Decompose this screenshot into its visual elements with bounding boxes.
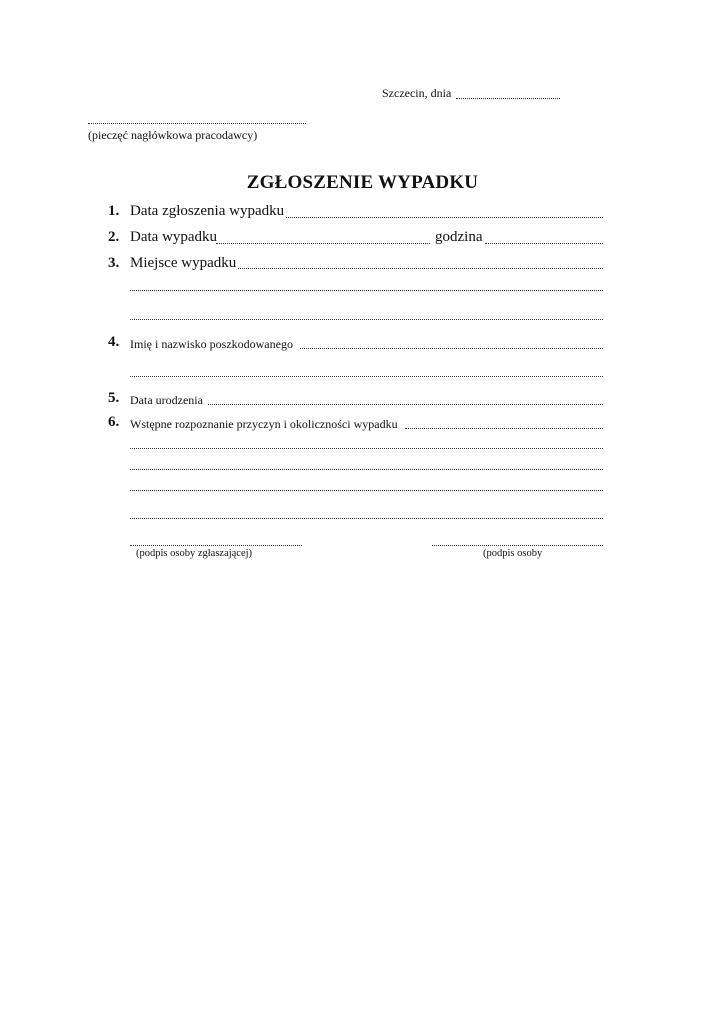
causes-field-line-2[interactable] bbox=[130, 448, 603, 449]
item-number-4: 4. bbox=[108, 334, 120, 350]
item-number-6: 6. bbox=[108, 414, 120, 430]
victim-name-field-line-2[interactable] bbox=[130, 376, 603, 377]
causes-field-line-4[interactable] bbox=[130, 490, 603, 491]
item-number-3: 3. bbox=[108, 255, 120, 271]
item-label-causes: Wstępne rozpoznanie przyczyn i okoliczności wypadku bbox=[130, 417, 398, 431]
stamp-caption: (pieczęć nagłówkowa pracodawcy) bbox=[88, 128, 258, 142]
item-number-5: 5. bbox=[108, 390, 120, 406]
item-label-accident-date: Data wypadku bbox=[130, 229, 218, 245]
item-number-1: 1. bbox=[108, 203, 120, 219]
accident-place-field-line-3[interactable] bbox=[130, 319, 603, 320]
accident-place-field[interactable] bbox=[238, 268, 603, 269]
signature-caption-right: (podpis osoby bbox=[483, 548, 543, 559]
causes-field[interactable] bbox=[405, 428, 603, 429]
birth-date-field[interactable] bbox=[208, 404, 603, 405]
stamp-line bbox=[88, 123, 306, 124]
item-label-report-date: Data zgłoszenia wypadku bbox=[130, 203, 285, 219]
signature-line-reporter[interactable] bbox=[130, 545, 302, 546]
causes-field-line-3[interactable] bbox=[130, 469, 603, 470]
signature-line-right[interactable] bbox=[432, 545, 603, 546]
item-label-birth-date: Data urodzenia bbox=[130, 393, 203, 407]
accident-hour-field[interactable] bbox=[485, 243, 603, 244]
item-label-victim-name: Imię i nazwisko poszkodowanego bbox=[130, 337, 293, 351]
victim-name-field[interactable] bbox=[300, 348, 603, 349]
report-date-field[interactable] bbox=[286, 217, 603, 218]
accident-date-field[interactable] bbox=[216, 243, 430, 244]
signature-caption-reporter: (podpis osoby zgłaszającej) bbox=[136, 548, 253, 559]
causes-field-line-5[interactable] bbox=[130, 518, 603, 519]
page-title: ZGŁOSZENIE WYPADKU bbox=[246, 172, 479, 193]
item-label-accident-place: Miejsce wypadku bbox=[130, 255, 237, 271]
accident-place-field-line-2[interactable] bbox=[130, 290, 603, 291]
date-field[interactable] bbox=[456, 98, 560, 99]
item-number-2: 2. bbox=[108, 229, 120, 245]
item-label-hour: godzina bbox=[435, 229, 483, 245]
place-date-label: Szczecin, dnia bbox=[382, 86, 452, 100]
